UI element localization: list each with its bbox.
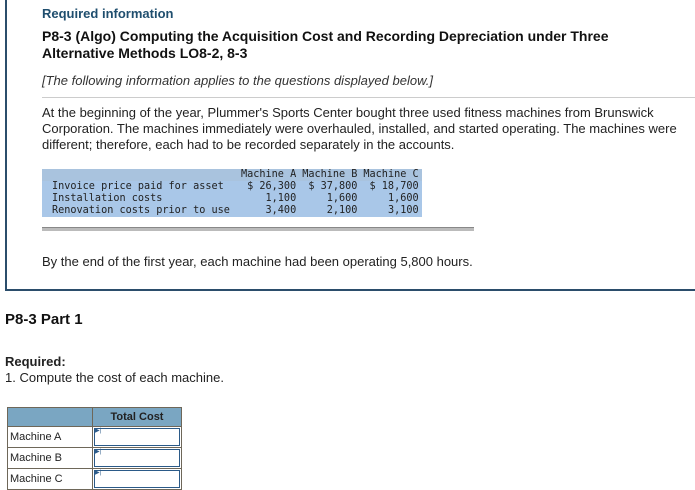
cell: 1,600	[299, 193, 360, 205]
row-label: Machine B	[8, 448, 93, 469]
table-row	[8, 427, 182, 448]
table-row	[42, 193, 422, 205]
table-row	[8, 469, 182, 490]
row-label: Renovation costs prior to use	[42, 205, 238, 217]
col-header: Machine B	[299, 169, 360, 181]
flag-icon: ▶|	[95, 428, 102, 434]
cell: 1,100	[238, 193, 299, 205]
col-header: Machine A	[238, 169, 299, 181]
machine-a-cost-input[interactable]	[94, 428, 180, 446]
answer-table	[7, 407, 182, 490]
question-text: 1. Compute the cost of each machine.	[5, 370, 224, 385]
row-label: Machine C	[8, 469, 93, 490]
col-header: Machine C	[360, 169, 421, 181]
machine-b-cost-input[interactable]	[94, 449, 180, 467]
required-information-heading: Required information	[42, 6, 174, 21]
flag-icon: ▶|	[95, 470, 102, 476]
table-footer-bar	[42, 227, 474, 231]
problem-title: P8-3 (Algo) Computing the Acquisition Cost and Recording Depreciation under Three Alternative Methods LO8-2, 8-3	[42, 28, 609, 61]
part-heading: P8-3 Part 1	[5, 311, 83, 328]
machine-c-cost-input[interactable]	[94, 470, 180, 488]
blank-header	[8, 408, 93, 427]
cell: $ 37,800	[299, 181, 360, 193]
row-label: Machine A	[8, 427, 93, 448]
table-row	[42, 181, 422, 193]
row-label: Invoice price paid for asset	[42, 181, 238, 193]
machine-cost-table	[42, 169, 422, 217]
table-row	[42, 205, 422, 217]
table-row	[8, 448, 182, 469]
cell: 3,100	[360, 205, 421, 217]
operating-hours-text: By the end of the first year, each machine had been operating 5,800 hours.	[42, 254, 473, 269]
cell: 1,600	[360, 193, 421, 205]
required-label: Required:	[5, 354, 66, 369]
flag-icon: ▶|	[95, 449, 102, 455]
intro-note: [The following information applies to the questions displayed below.]	[42, 73, 433, 88]
cell: $ 18,700	[360, 181, 421, 193]
row-label: Installation costs	[42, 193, 238, 205]
problem-paragraph: At the beginning of the year, Plummer's Sports Center bought three used fitness machines from Brunswick Corporation. The machines immediately were overhauled, installed, and started operating. The machines were different; therefore, each had to be recorded separately in the accounts.	[42, 105, 677, 152]
cell: 2,100	[299, 205, 360, 217]
divider	[42, 97, 695, 98]
cell: $ 26,300	[238, 181, 299, 193]
cell: 3,400	[238, 205, 299, 217]
total-cost-header: Total Cost	[93, 408, 182, 427]
